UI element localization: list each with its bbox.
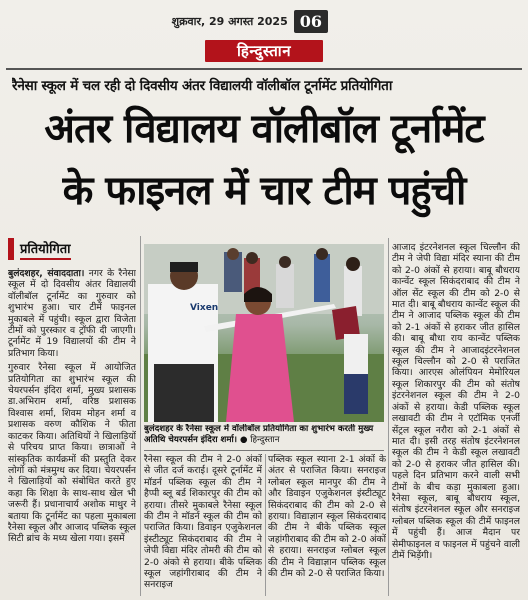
top-rule	[6, 68, 522, 70]
photo-illustration	[144, 244, 384, 422]
article-paragraph	[8, 268, 136, 359]
dateline	[171, 8, 328, 34]
article-text: नगर के रैनेसा स्कूल में दो दिवसीय अंतर विद्यालयी वॉलीबॉल टूर्नामेंट का गुरुवार को शुभारंभ हुआ। चार टीमें फाइनल मुकाबले में पहुंची। स्कूल द्वारा विजेता टीमों को पुरस्कार व ट्रॉफी दी जाएगी। टूर्नामेंट में 19 विद्यालयों की टीम ने प्रतिभाग किया।	[8, 268, 136, 359]
article-column-mid-1: रैनेसा स्कूल की टीम ने 2-0 अंकों से जीत दर्ज कराई। दूसरे टूर्नामेंट में मॉडर्न पब्लिक स्कूल की टीम ने हैप्पी ब्लू बर्ड शिकारपुर की टीम को हराया। तीसरे मुकाबले रैनेसा स्कूल की टीम ने मॉडर्न स्कूल की टीम को पराजित किया। डिवाइन एजुकेशनल इंस्टीट्यूट सिकंदराबाद की टीम ने जेपी विद्या मंदिर तोमरी की टीम को 2-0 अंको से हराया। बीके पब्लिक स्कूल जहांगीराबाद की टीम ने सनराइज	[144, 454, 262, 591]
news-photo	[144, 244, 384, 422]
banner-text: Vixen	[190, 303, 219, 313]
photo-caption	[144, 424, 384, 451]
page-number: 06	[294, 10, 328, 33]
column-divider	[388, 238, 389, 596]
kicker-headline: रैनेसा स्कूल में चल रही दो दिवसीय अंतर विद्यालयी वॉलीबॉल टूर्नामेंट प्रतियोगिता	[12, 78, 393, 94]
photo-credit: ● हिन्दुस्तान	[240, 435, 280, 445]
section-tag-label: प्रतियोगिता	[20, 239, 71, 260]
byline: बुलंदशहर, संवाददाता।	[8, 268, 85, 279]
section-tag-bar	[8, 238, 14, 260]
newspaper-masthead: हिन्दुस्तान	[205, 40, 323, 62]
publication-date: शुक्रवार, 29 अगस्त 2025	[171, 14, 288, 28]
article-paragraph: गुरुवार रैनेसा स्कूल में आयोजित प्रतियोगिता का शुभारंभ स्कूल की चेयरपर्सन इंदिरा शर्मा, मुख्य प्रशासक डा.अभिराम शर्मा, वरिष्ठ प्रशासक विश्वास शर्मा, शिवम मोहन शर्मा व प्रशासक वरुण कौशिक ने फीता काटकर किया। अतिथियों ने खिलाड़ियों से परिचय प्राप्त किया। छात्राओं ने सांस्कृतिक कार्यक्रमों की प्रस्तुति देकर लोगों को मंत्रमुग्ध कर दिया। चेयरपर्सन ने खिलाड़ियों को संबोधित करते हुए कहा कि शिक्षा के साथ-साथ खेल भी जरूरी हैं। प्रधानाचार्य अशोक माथुर ने बताया कि टूर्नामेंट का पहला मुकाबला रैनेसा स्कूल और आजाद पब्लिक स्कूल सिटी ब्रांच के मध्य खेला गया। इसमें	[8, 362, 136, 545]
section-tag	[8, 236, 136, 262]
main-headline-line-1: अंतर विद्यालय वॉलीबॉल टूर्नामेंट	[44, 106, 484, 152]
column-divider	[140, 236, 141, 596]
article-column-left	[8, 268, 136, 596]
article-column-right: आजाद इंटरनेशनल स्कूल चिल्लौन की टीम ने जेपी विद्या मंदिर स्याना की टीम को 2-0 अंकों से हराया। बाबू बौधराय कान्वेंट स्कूल सिकंदराबाद की टीम ने ऑल सेंट स्कूल की टीम को 2-0 से मात दी। बाबू बौधराय कान्वेंट स्कूल की टीम ने आजाद पब्लिक स्कूल की टीम को 2-1 अंकों से हराकर जीत हासिल की। बाबू बौधा राय कान्वेंट पब्लिक स्कूल की टीम ने आजादइंटरनेशनल स्कूल चिल्लौन को 2-0 से पराजित किया। आरएस ओलंपियन मेमोरियल स्कूल शिकारपुर की टीम को संतोष इंटरनेशनल स्कूल की टीम ने 2-0 अंकों से हराया। केडी पब्लिक स्कूल लखावटी की टीम ने एटॉमिक एनर्जी सेंट्रल स्कूल नरौरा को 2-1 अंकों से मात दी। इसी तरह संतोष इंटरनेशनल स्कूल की टीम ने केडी स्कूल लखावटी को 2-0 से हराकर जीत हासिल की। पहले दिन प्रतिभाग करने वाली सभी टीमों के बीच कड़ा मुकाबला हुआ। रैनेसा स्कूल, बाबू बौधराय स्कूल, संतोष इंटरनेशनल स्कूल और सनराइज ग्लोबल पब्लिक स्कूल की टीमें फाइनल में पहुंची हैं। आज मैदान पर सेमीफाइनल व फाइनल में पहुंचने वाली टीमें भिड़ेंगी।	[392, 242, 520, 561]
main-headline-line-2: के फाइनल में चार टीम पहुंची	[62, 168, 466, 214]
column-divider	[265, 454, 266, 596]
article-column-mid-2: पब्लिक स्कूल स्याना 2-1 अंकों के अंतर से पराजित किया। सनराइज ग्लोबल स्कूल मानपुर की टीम ने और डिवाइन एजुकेशनल इंस्टीट्यूट सिकंदराबाद की टीम को 2-0 से हराया। विद्याज्ञान स्कूल सिकंदराबाद की टीम ने बीके पब्लिक स्कूल जहांगीराबाद की टीम को 2-0 अंकों से हराया। सनराइज ग्लोबल स्कूल की टीम ने विद्याज्ञान पब्लिक स्कूल की टीम को 2-0 से पराजित किया।	[268, 454, 386, 580]
caption-text: बुलंदशहर के रैनेसा स्कूल में वॉलीबॉल प्रतियोगिता का शुभारंभ करती मुख्य अतिथि चेयरपर्सन इंदिरा शर्मा।	[144, 424, 374, 445]
